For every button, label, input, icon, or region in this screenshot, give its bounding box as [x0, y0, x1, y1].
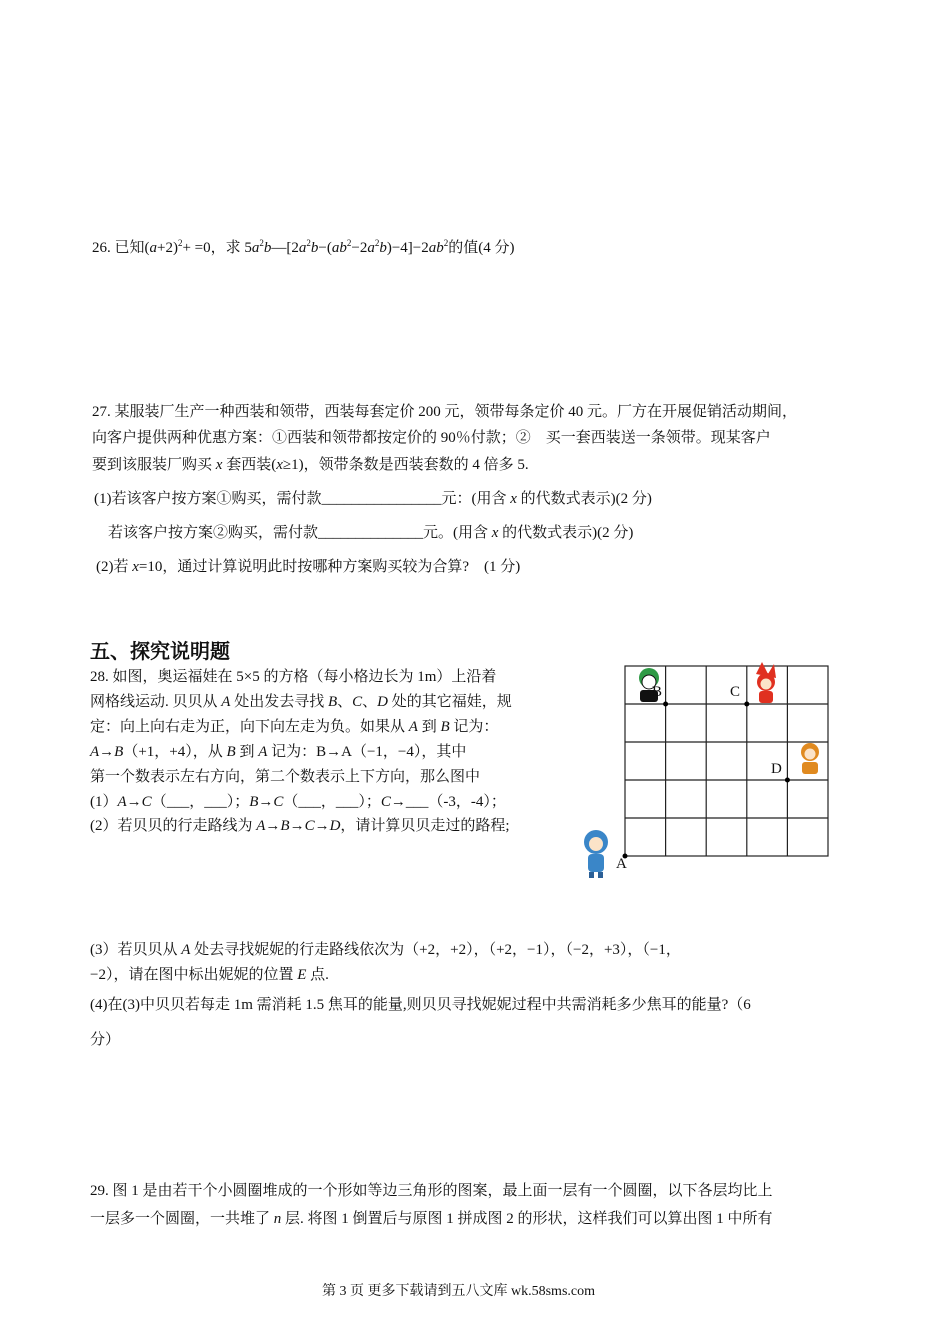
q27-line-2: 向客户提供两种优惠方案：①西装和领带都按定价的 90％付款；② 买一套西装送一条领带。现某客户 — [92, 430, 771, 446]
label-b: B — [652, 684, 663, 700]
q28-line-2: 网格线运动. 贝贝从 A 处出发去寻找 B、C、D 处的其它福娃，规 — [90, 694, 512, 710]
q27-line-5: 若该客户按方案②购买，需付款______________元。(用含 x 的代数式表示)(2 分) — [108, 525, 634, 541]
grid-svg — [578, 660, 838, 890]
label-d: D — [771, 761, 782, 777]
point-c — [744, 702, 749, 707]
doll-yingying-icon — [801, 743, 819, 774]
q28-line-5: 第一个数表示左右方向，第二个数表示上下方向，那么图中 — [90, 769, 481, 785]
q27-line-6: (2)若 x=10，通过计算说明此时按哪种方案购买较为合算? (1 分) — [96, 559, 521, 575]
q28-line-8: (3）若贝贝从 A 处去寻找妮妮的行走路线依次为（+2，+2），（+2，−1），（−2，+3），（−1， — [90, 942, 681, 958]
q29-line-2: 一层多一个圆圈，一共堆了 n 层. 将图 1 倒置后与原图 1 拼成图 2 的形状，这样我们可以算出图 1 中所有 — [90, 1211, 773, 1227]
q28-line-6: (1）A→C（___，___）；B→C（___，___）；C→___（-3，-4）； — [90, 794, 506, 810]
label-a: A — [616, 856, 627, 872]
doll-beibei-icon — [584, 830, 608, 878]
q28-line-10: (4)在(3)中贝贝若每走 1m 需消耗 1.5 焦耳的能量,则贝贝寻找妮妮过程中共需消耗多少焦耳的能量?（6 — [90, 997, 751, 1013]
q28-line-7: (2）若贝贝的行走路线为 A→B→C→D，请计算贝贝走过的路程; — [90, 818, 510, 834]
page-footer: 第 3 页 更多下载请到五八文库 wk.58sms.com — [322, 1284, 595, 1299]
q27-line-3: 要到该服装厂购买 x 套西装(x≥1)，领带条数是西装套数的 4 倍多 5. — [92, 457, 529, 473]
label-c: C — [730, 684, 741, 700]
doll-huanhuan-icon — [756, 662, 776, 703]
q28-line-3: 定：向上向右走为正，向下向左走为负。如果从 A 到 B 记为： — [90, 719, 499, 735]
q28-line-1: 28. 如图，奥运福娃在 5×5 的方格（每小格边长为 1m）上沿着 — [90, 669, 497, 685]
q28-line-9: −2），请在图中标出妮妮的位置 E 点. — [90, 967, 329, 983]
point-d — [785, 778, 790, 783]
q27-line-4: (1)若该客户按方案①购买，需付款________________元：(用含 x 的代数式表示)(2 分) — [94, 491, 652, 507]
q26-line: 26. 已知$(a+2)^2+ =0$，求 $5a^2b—[2a^2b-(ab^2-2a^2b)-4]-2ab^2$的值(4 分) — [92, 238, 515, 256]
q29-line-1: 29. 图 1 是由若干个小圆圈堆成的一个形如等边三角形的图案，最上面一层有一个圆圈，以下各层均比上 — [90, 1183, 773, 1199]
q28-line-11: 分） — [90, 1032, 121, 1048]
section-title: 五、探究说明题 — [90, 639, 230, 663]
point-b — [663, 702, 668, 707]
q27-line-1: 27. 某服装厂生产一种西装和领带，西装每套定价 200 元，领带每条定价 40 元。厂方在开展促销活动期间， — [92, 404, 798, 420]
grid-figure — [578, 660, 838, 890]
q28-line-4: A→B（+1，+4），从 B 到 A 记为：B→A（−1，−4），其中 — [90, 744, 467, 760]
